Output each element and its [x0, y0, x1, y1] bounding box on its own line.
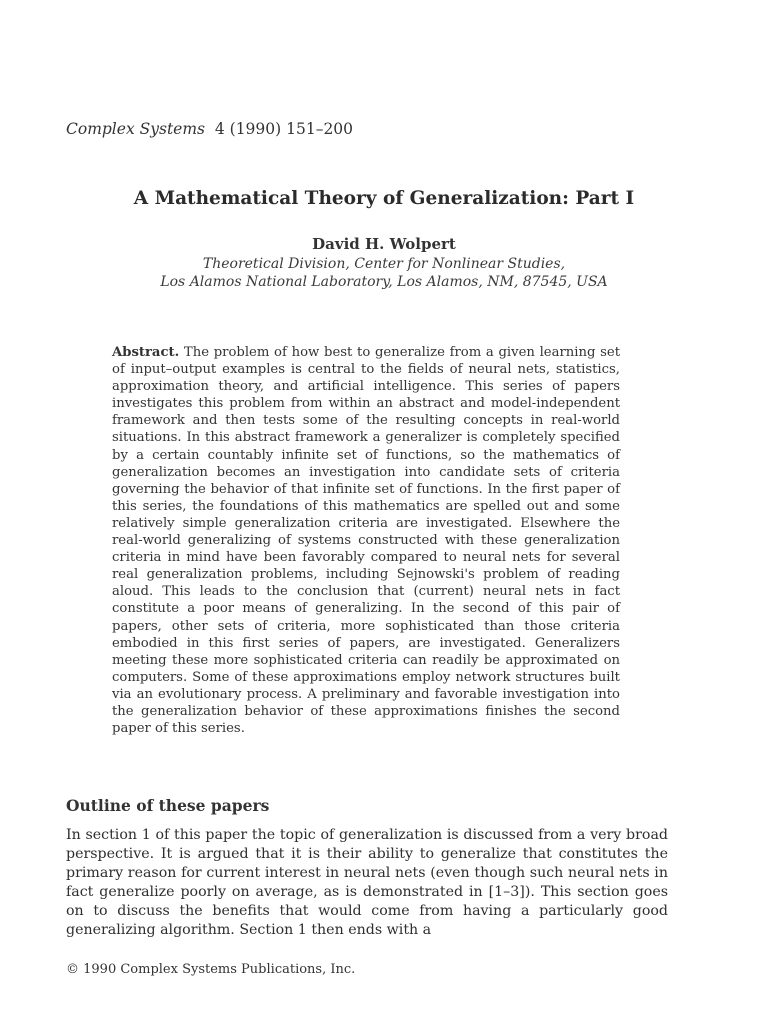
abstract: [112, 344, 620, 737]
section-heading: Outline of these papers: [66, 796, 270, 815]
abstract-label: Abstract.: [112, 345, 180, 360]
paper-title: A Mathematical Theory of Generalization: Part I: [133, 188, 635, 209]
body-paragraph: In section 1 of this paper the topic of generalization is discussed from a very broad perspective. It is argued that it is their ability to generalize that constitutes the primary reason for current interest in neural nets (even though such neural nets in fact generalize poorly on average, as is demonstrated in [1–3]). This section goes on to discuss the benefits that would come from having a particularly good generalizing algorithm. Section 1 then ends with a: [66, 827, 668, 938]
affiliation-line-1: Theoretical Division, Center for Nonlinear Studies,: [202, 256, 566, 272]
journal-volume: 4 (1990) 151–200: [214, 120, 354, 138]
journal-citation: [66, 120, 353, 138]
journal-name: Complex Systems: [66, 120, 205, 138]
author-name: David H. Wolpert: [312, 235, 456, 253]
affiliation-line-2: Los Alamos National Laboratory, Los Alamos, NM, 87545, USA: [160, 274, 608, 290]
abstract-text: The problem of how best to generalize from a given learning set of input–output examples is central to the fields of neural nets, statistics, approximation theory, and artificial intelligence. This series of papers investigates this problem from within an abstract and model-independent framework and then tests some of the resulting concepts in real-world situations. In this abstract framework a generalizer is completely specified by a certain countably infinite set of functions, so the mathematics of generalization becomes an investigation into candidate sets of criteria governing the behavior of that infinite set of functions. In the first paper of this series, the foundations of this mathematics are spelled out and some relatively simple generalization criteria are investigated. Elsewhere the real-world generalizing of systems constructed with these generalization criteria in mind have been favorably compared to neural nets for several real generalization problems, including Sejnowski's problem of reading aloud. This leads to the conclusion that (current) neural nets in fact constitute a poor means of generalizing. In the second of this pair of papers, other sets of criteria, more sophisticated than those criteria embodied in this first series of papers, are investigated. Generalizers meeting these more sophisticated criteria can readily be approximated on computers. Some of these approximations employ network structures built via an evolutionary process. A preliminary and favorable investigation into the generalization behavior of these approximations finishes the second paper of this series.: [112, 345, 620, 737]
copyright-footer: © 1990 Complex Systems Publications, Inc.: [66, 962, 356, 977]
